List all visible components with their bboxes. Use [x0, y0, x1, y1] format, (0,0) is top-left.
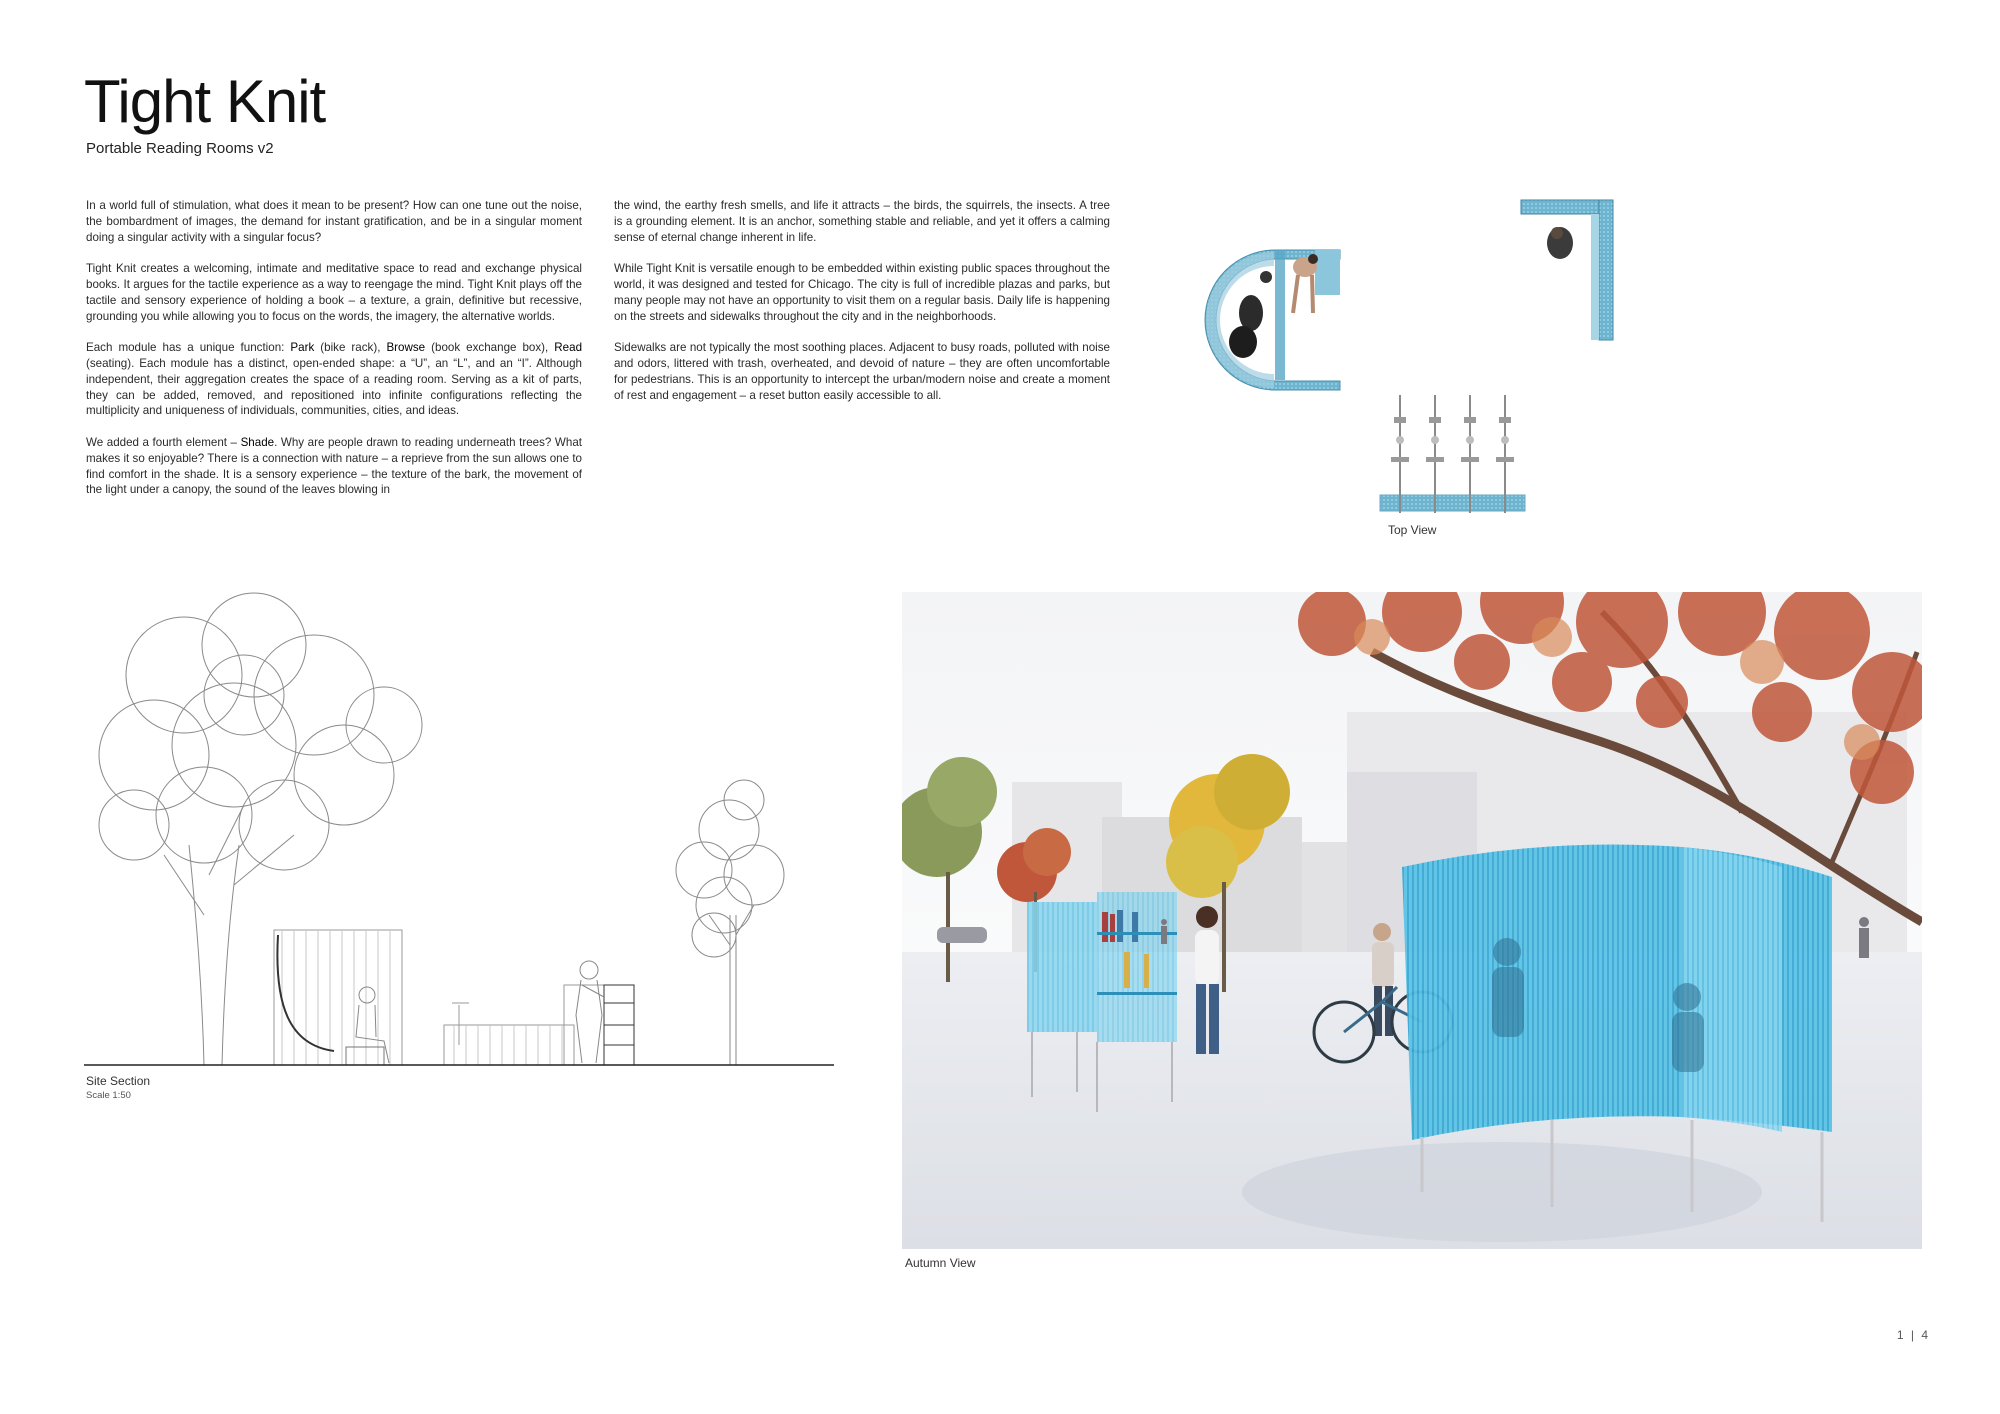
large-tree	[99, 593, 422, 1065]
top-view-drawing	[1195, 195, 1645, 520]
term-shade: Shade	[240, 435, 275, 449]
site-section-caption: Site Section	[86, 1074, 151, 1088]
site-section-drawing	[84, 585, 834, 1085]
paragraph-4: We added a fourth element – Shade. Why are people drawn to reading underneath trees? What makes it so enjoyable? There is a connection with nature – a reprieve from the sun allows one to find comfort in the shade. It is a sensory experience – the texture of the bark, the movement of the light under a canopy, the sound of the leaves blowing in	[86, 435, 582, 497]
page-title: Tight Knit	[84, 68, 326, 135]
autumn-view-caption: Autumn View	[905, 1256, 976, 1270]
paragraph-6: While Tight Knit is versatile enough to be embedded within existing public spaces throughout the world, it was designed and tested for Chicago. The city is full of incredible plazas and parks, but many people may not have an opportunity to visit them on a regular basis. Daily life is happening on the streets and sidewalks throughout the city and in the neighborhoods.	[614, 262, 1110, 323]
u-module-section	[274, 930, 402, 1065]
text-column-2	[614, 198, 1110, 419]
paragraph-2: Tight Knit creates a welcoming, intimate and meditative space to read and exchange physical books. It argues for the tactile experience as a way to reengage the mind. Tight Knit plays off the tactile and sensory experience of holding a book – a texture, a grain, definitive but recessive, grounding you while allowing you to focus on the words, the imagery, the alternative worlds.	[86, 262, 582, 323]
standing-figure-outline	[576, 961, 604, 1063]
paragraph-3: Each module has a unique function: Park (bike rack), Browse (book exchange box), Read (seating). Each module has a distinct, open-ended shape: a “U”, an “L”, and an “I”. Although independent, their aggregation creates the space of a reading room. Serving as a kit of parts, they can be added, removed, and repositioned into infinite configurations reflecting the multiplicity and uniqueness of individuals, communities, cities, and ideas.	[86, 341, 583, 418]
term-park: Park	[290, 341, 315, 355]
term-read: Read	[554, 341, 583, 355]
l-module-plan	[1521, 200, 1613, 340]
page-number: 1 | 4	[1896, 1328, 1930, 1342]
paragraph-7: Sidewalks are not typically the most soothing places. Adjacent to busy roads, polluted with noise and odors, littered with trash, overheated, and devoid of nature – they are often uncomfortable for pedestrians. This is an opportunity to intercept the urban/modern noise and create a moment of rest and engagement – a reset button easily accessible to all.	[614, 341, 1110, 402]
autumn-view-rendering	[902, 592, 1922, 1249]
u-module-plan	[1205, 250, 1340, 390]
paragraph-5: the wind, the earthy fresh smells, and life it attracts – the birds, the squirrels, the insects. A tree is a grounding element. It is an anchor, something stable and reliable, and yet it offers a calming sense of eternal change inherent in life.	[614, 199, 1110, 244]
i-module-plan	[1380, 395, 1525, 513]
small-tree	[676, 780, 784, 1065]
page-subtitle: Portable Reading Rooms v2	[86, 140, 274, 157]
text-column-1	[86, 198, 582, 514]
parked-car	[937, 927, 987, 943]
term-browse: Browse	[386, 341, 426, 355]
bike-rack-section	[444, 1003, 574, 1065]
paragraph-1: In a world full of stimulation, what does it mean to be present? How can one tune out the noise, the bombardment of images, the demand for instant gratification, and be in a singular moment doing a singular activity with a singular focus?	[86, 199, 582, 244]
top-view-caption: Top View	[1388, 523, 1437, 537]
site-section-scale: Scale 1:50	[86, 1090, 131, 1101]
